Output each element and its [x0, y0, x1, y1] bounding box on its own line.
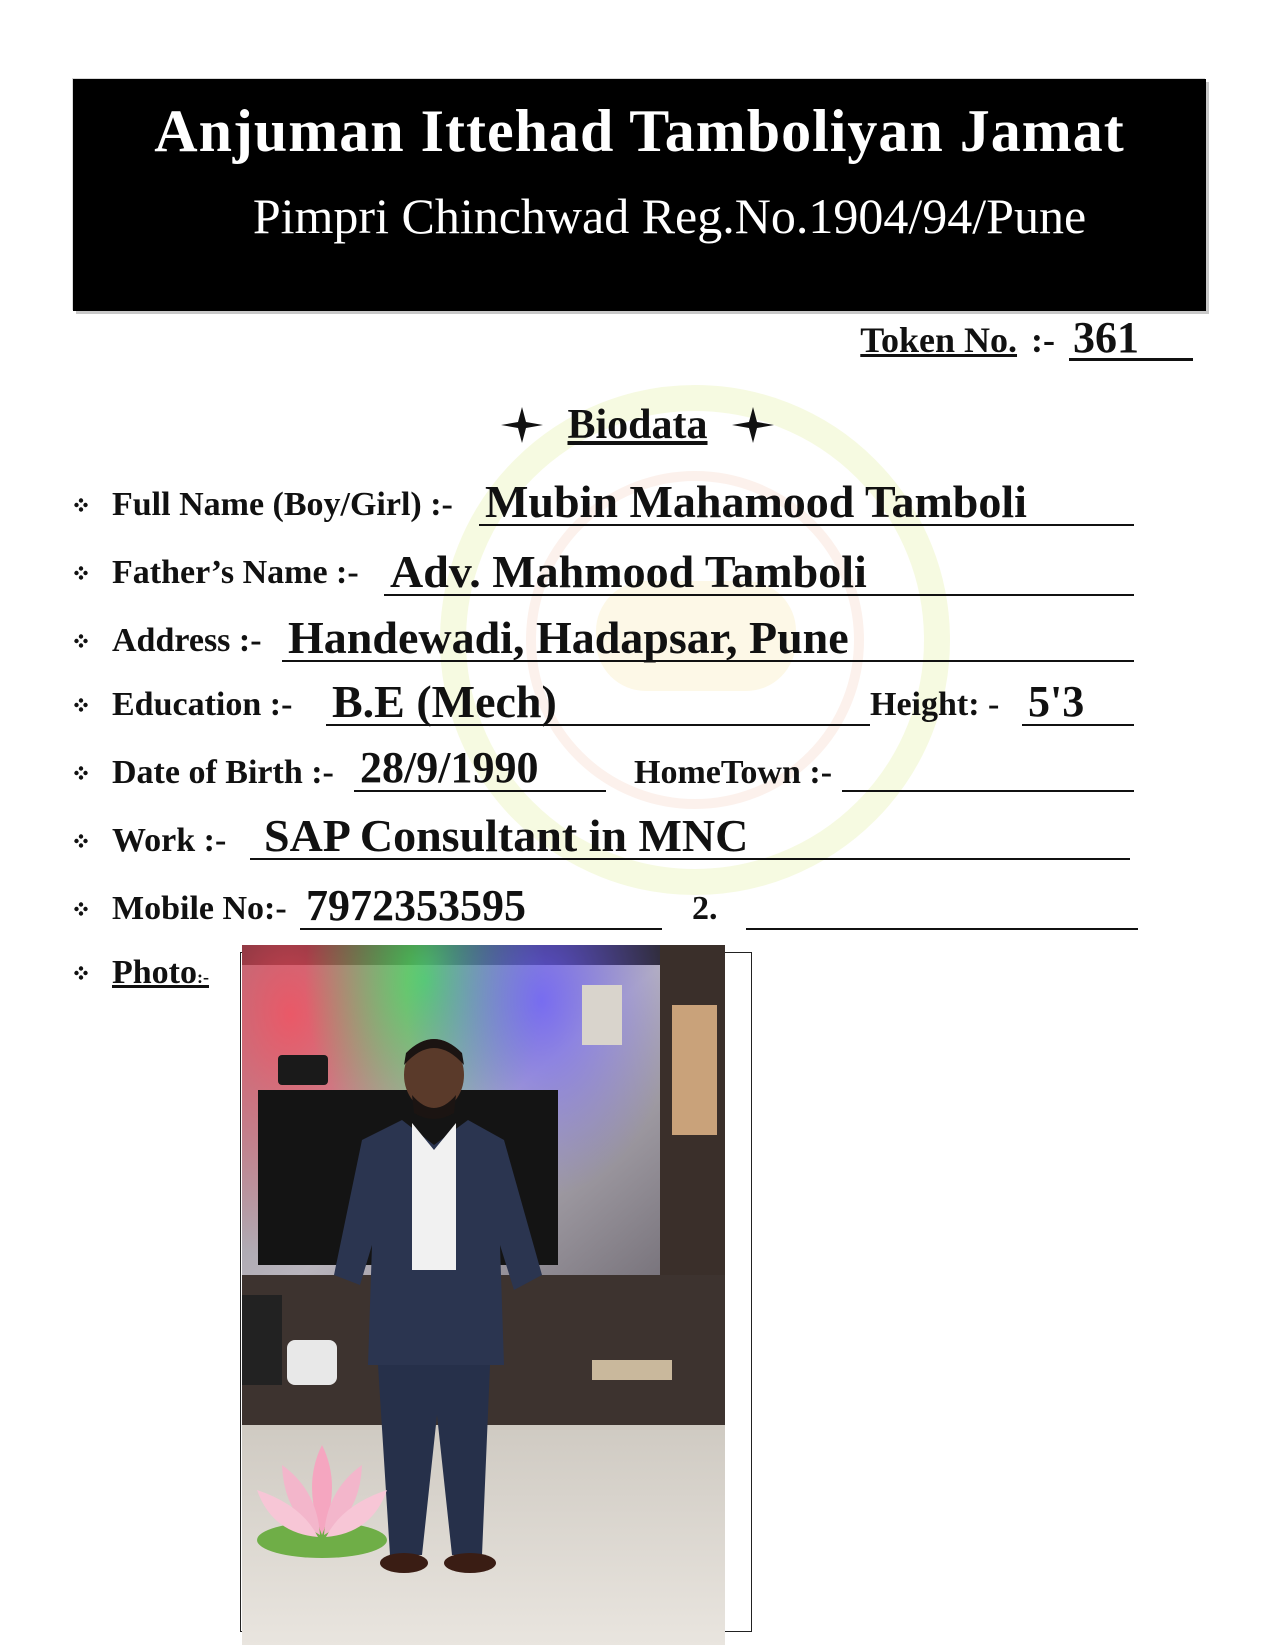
organization-title: Anjuman Ittehad Tamboliyan Jamat: [154, 98, 1125, 164]
dob-label: Date of Birth :-: [112, 754, 334, 791]
mobile-value: 7972353595: [306, 881, 526, 930]
education-value: B.E (Mech): [332, 676, 557, 727]
mobile-label: Mobile No:-: [112, 890, 287, 927]
work-value: SAP Consultant in MNC: [264, 810, 749, 861]
field-row-mobile: [74, 876, 1194, 936]
dob-value: 28/9/1990: [360, 743, 539, 792]
profile-photo: [242, 945, 725, 1645]
diamond-bullet-icon: [74, 698, 88, 712]
work-label: Work :-: [112, 822, 227, 859]
full-name-label: Full Name (Boy/Girl) :-: [112, 486, 453, 523]
father-name-line: [384, 548, 1134, 596]
address-line: [282, 614, 1134, 662]
organization-subtitle: Pimpri Chinchwad Reg.No.1904/94/Pune: [252, 188, 1087, 244]
hometown-label: HomeTown :-: [634, 754, 833, 791]
diamond-bullet-icon: [74, 566, 88, 580]
biodata-heading: [0, 398, 1275, 449]
token-separator: :-: [1031, 320, 1055, 360]
diamond-bullet-icon: [74, 902, 88, 916]
dob-line: [354, 744, 606, 792]
photo-label: [112, 954, 209, 992]
field-row-dob: [74, 740, 1184, 800]
work-line: [250, 812, 1130, 860]
four-point-star-icon: [499, 405, 545, 445]
four-point-star-icon: [730, 405, 776, 445]
field-row-father-name: [74, 540, 1184, 600]
height-value: 5'3: [1028, 677, 1085, 726]
diamond-bullet-icon: [74, 634, 88, 648]
education-line: [326, 678, 870, 726]
education-label: Education :-: [112, 686, 293, 723]
field-row-address: [74, 608, 1184, 668]
field-row-full-name: [74, 472, 1184, 532]
hometown-line: [842, 744, 1134, 792]
height-line: [1022, 678, 1134, 726]
full-name-value: Mubin Mahamood Tamboli: [485, 476, 1027, 527]
mobile2-line: [746, 882, 1138, 930]
full-name-line: [479, 478, 1134, 526]
address-label: Address :-: [112, 622, 262, 659]
field-row-education: [74, 672, 1184, 732]
diamond-bullet-icon: [74, 834, 88, 848]
photo-label-separator: :-: [197, 967, 209, 987]
address-value: Handewadi, Hadapsar, Pune: [288, 612, 849, 663]
diamond-bullet-icon: [74, 498, 88, 512]
mobile2-label: 2.: [692, 890, 718, 927]
header-banner: [73, 79, 1206, 311]
field-row-work: [74, 808, 1184, 868]
diamond-bullet-icon: [74, 966, 88, 980]
photo-label-text: Photo: [112, 954, 197, 991]
father-name-value: Adv. Mahmood Tamboli: [390, 546, 867, 597]
token-label: Token No.: [860, 320, 1018, 360]
height-label: Height: -: [870, 686, 1000, 723]
biodata-title: Biodata: [567, 402, 708, 449]
token-value: 361: [1069, 318, 1193, 361]
father-name-label: Father’s Name :-: [112, 554, 359, 591]
diamond-bullet-icon: [74, 766, 88, 780]
token-number: [860, 313, 1193, 362]
mobile-line: [300, 882, 662, 930]
